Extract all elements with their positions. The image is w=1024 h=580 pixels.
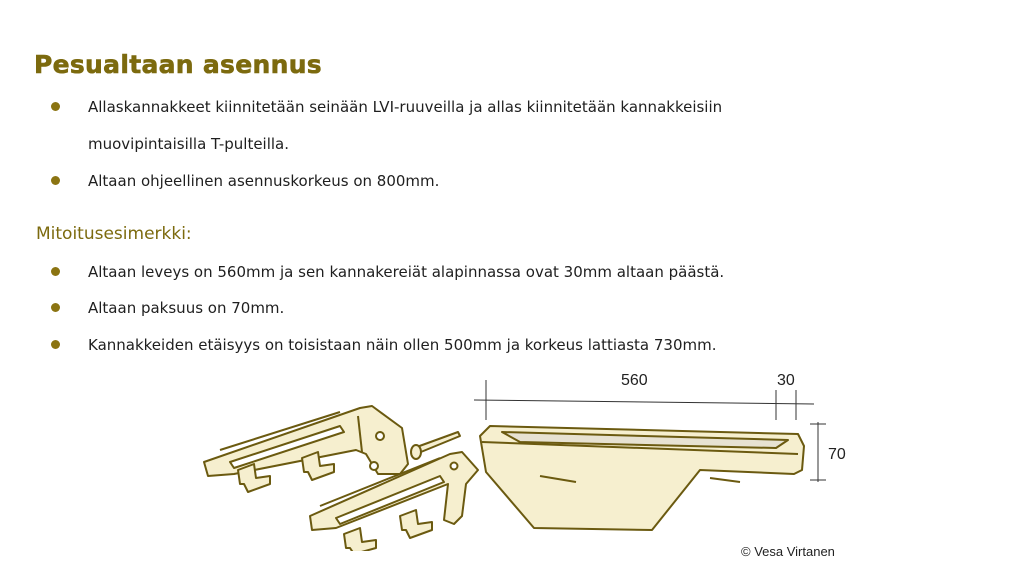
bullet-text: Allaskannakkeet kiinnitetään seinään LVI-ruuveilla ja allas kiinnitetään kannakkeisiin [88,98,723,116]
bullet-continuation [88,134,289,154]
bullet-text: muovipintaisilla T-pulteilla. [88,135,290,153]
t-bolt [344,528,376,551]
bullet-text: Altaan ohjeellinen asennuskorkeus on 800mm. [88,172,440,190]
page-title: Pesualtaan asennus [34,50,322,79]
bullet-item [88,97,722,117]
bullet-dot [51,176,60,185]
bullet-text: Altaan leveys on 560mm ja sen kannakereiät alapinnassa ovat 30mm altaan päästä. [88,263,725,281]
installation-drawing [190,366,840,551]
bullet-dot [51,303,60,312]
dimension-thickness-label: 70 [828,446,846,463]
copyright-text: © Vesa Virtanen [741,544,835,559]
bullet-item [88,298,284,318]
bullet-text: Kannakkeiden etäisyys on toisistaan näin ollen 500mm ja korkeus lattiasta 730mm. [88,336,717,354]
bullet-dot [51,102,60,111]
bullet-text: Altaan paksuus on 70mm. [88,299,285,317]
dimension-hole-offset-label: 30 [777,372,795,389]
dimension-width-label: 560 [621,372,648,389]
basin [480,426,804,530]
t-bolt [400,510,432,538]
bullet-item [88,262,724,282]
bullet-dot [51,340,60,349]
bullet-item [88,335,717,355]
section-subtitle: Mitoitusesimerkki: [36,224,192,244]
bullet-item [88,171,439,191]
bullet-dot [51,267,60,276]
